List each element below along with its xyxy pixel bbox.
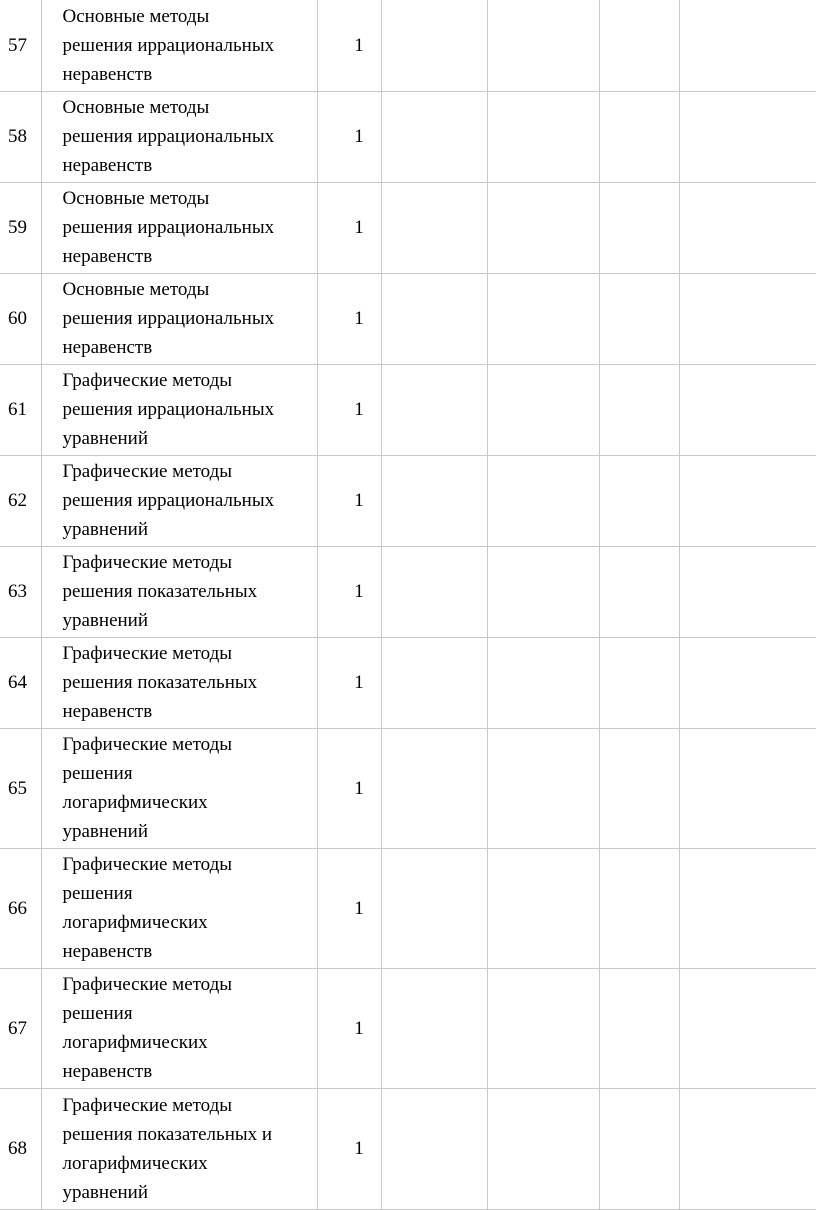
empty-cell (381, 273, 487, 364)
empty-cell (679, 0, 816, 91)
topic-line: решения показательных (62, 672, 258, 693)
topic-line: решения показательных и (62, 1123, 273, 1145)
topic-line: решения показательных (62, 581, 258, 602)
topic-line: Основные методы (62, 5, 210, 27)
topic-line: решения (62, 883, 133, 904)
empty-cell (381, 968, 487, 1088)
empty-cell (679, 91, 816, 182)
table-row (0, 273, 816, 364)
empty-cell (599, 728, 679, 848)
topic-line: уравнений (62, 821, 149, 842)
empty-cell (679, 273, 816, 364)
topic-line: Графические методы (62, 734, 233, 755)
empty-cell (381, 364, 487, 455)
empty-cell (599, 968, 679, 1088)
empty-cell (381, 0, 487, 91)
lesson-number: 57 (0, 0, 41, 91)
lesson-topic (41, 546, 317, 637)
lesson-hours: 1 (317, 1088, 381, 1209)
lesson-number: 58 (0, 91, 41, 182)
empty-cell (381, 728, 487, 848)
empty-cell (679, 637, 816, 728)
empty-cell (599, 455, 679, 546)
lesson-topic (41, 182, 317, 273)
topic-line: уравнений (62, 1181, 149, 1203)
table-row (0, 637, 816, 728)
lesson-topic (41, 364, 317, 455)
empty-cell (599, 546, 679, 637)
lesson-hours: 1 (317, 364, 381, 455)
empty-cell (679, 455, 816, 546)
lesson-topic (41, 968, 317, 1088)
empty-cell (487, 182, 599, 273)
table-row (0, 728, 816, 848)
lesson-topic (41, 91, 317, 182)
empty-cell (381, 455, 487, 546)
topic-line: решения иррациональных (62, 399, 275, 420)
empty-cell (599, 273, 679, 364)
topic-line: неравенств (62, 155, 153, 176)
topic-line: решения иррациональных (62, 308, 275, 329)
topic-line: уравнений (62, 610, 149, 631)
empty-cell (599, 637, 679, 728)
empty-cell (381, 91, 487, 182)
topic-line: неравенств (62, 1061, 153, 1082)
lesson-number: 65 (0, 728, 41, 848)
empty-cell (679, 182, 816, 273)
lesson-topic (41, 637, 317, 728)
empty-cell (599, 91, 679, 182)
empty-cell (487, 1088, 599, 1209)
lesson-hours: 1 (317, 182, 381, 273)
empty-cell (679, 728, 816, 848)
empty-cell (599, 182, 679, 273)
lesson-number: 62 (0, 455, 41, 546)
empty-cell (487, 273, 599, 364)
topic-line: Графические методы (62, 854, 233, 875)
lesson-hours: 1 (317, 546, 381, 637)
empty-cell (487, 728, 599, 848)
empty-cell (487, 637, 599, 728)
topic-line: Основные методы (62, 97, 210, 118)
topic-line: уравнений (62, 428, 149, 449)
topic-line: неравенств (62, 246, 153, 267)
lesson-topic (41, 848, 317, 968)
topic-line: логарифмических (62, 912, 208, 933)
empty-cell (599, 0, 679, 91)
lesson-hours: 1 (317, 848, 381, 968)
table-row (0, 968, 816, 1088)
topic-line: Основные методы (62, 188, 210, 209)
topic-line: логарифмических (62, 792, 208, 813)
table-row (0, 91, 816, 182)
lesson-hours: 1 (317, 0, 381, 91)
topic-line: решения иррациональных (62, 126, 275, 147)
empty-cell (381, 1088, 487, 1209)
lesson-hours: 1 (317, 273, 381, 364)
empty-cell (679, 364, 816, 455)
empty-cell (487, 546, 599, 637)
lesson-number: 67 (0, 968, 41, 1088)
table-row (0, 455, 816, 546)
lesson-number: 64 (0, 637, 41, 728)
lesson-hours: 1 (317, 728, 381, 848)
topic-line: Основные методы (62, 279, 210, 300)
empty-cell (381, 848, 487, 968)
topic-line: решения иррациональных (62, 217, 275, 238)
topic-line: Графические методы (62, 1094, 233, 1116)
lesson-number: 61 (0, 364, 41, 455)
topic-line: уравнений (62, 519, 149, 540)
topic-line: неравенств (62, 701, 153, 722)
empty-cell (381, 546, 487, 637)
empty-cell (679, 1088, 816, 1209)
lesson-number: 63 (0, 546, 41, 637)
lesson-hours: 1 (317, 455, 381, 546)
lesson-number: 66 (0, 848, 41, 968)
lesson-topic (41, 273, 317, 364)
lesson-topic (41, 0, 317, 91)
topic-line: решения (62, 1003, 133, 1024)
table-row (0, 364, 816, 455)
empty-cell (679, 546, 816, 637)
empty-cell (679, 848, 816, 968)
topic-line: Графические методы (62, 461, 233, 482)
lesson-number: 68 (0, 1088, 41, 1209)
lesson-hours: 1 (317, 637, 381, 728)
empty-cell (487, 91, 599, 182)
lesson-hours: 1 (317, 91, 381, 182)
topic-line: логарифмических (62, 1152, 208, 1174)
empty-cell (381, 182, 487, 273)
empty-cell (381, 637, 487, 728)
empty-cell (599, 364, 679, 455)
lesson-topic (41, 728, 317, 848)
topic-line: решения (62, 763, 133, 784)
topic-line: Графические методы (62, 643, 233, 664)
topic-line: неравенств (62, 941, 153, 962)
empty-cell (679, 968, 816, 1088)
lesson-topic (41, 455, 317, 546)
lesson-topic (41, 1088, 317, 1209)
table-row (0, 0, 816, 91)
table-row (0, 182, 816, 273)
topic-line: решения иррациональных (62, 490, 275, 511)
table-row (0, 546, 816, 637)
empty-cell (599, 1088, 679, 1209)
lesson-number: 60 (0, 273, 41, 364)
topic-line: Графические методы (62, 974, 233, 995)
lesson-number: 59 (0, 182, 41, 273)
table-row (0, 848, 816, 968)
empty-cell (487, 848, 599, 968)
lesson-hours: 1 (317, 968, 381, 1088)
empty-cell (487, 364, 599, 455)
topic-line: неравенств (62, 337, 153, 358)
topic-line: неравенств (62, 63, 153, 85)
empty-cell (487, 455, 599, 546)
empty-cell (487, 968, 599, 1088)
empty-cell (487, 0, 599, 91)
topic-line: Графические методы (62, 370, 233, 391)
empty-cell (599, 848, 679, 968)
topic-line: логарифмических (62, 1032, 208, 1053)
table-row (0, 1088, 816, 1209)
topic-line: Графические методы (62, 552, 233, 573)
topic-line: решения иррациональных (62, 34, 275, 56)
